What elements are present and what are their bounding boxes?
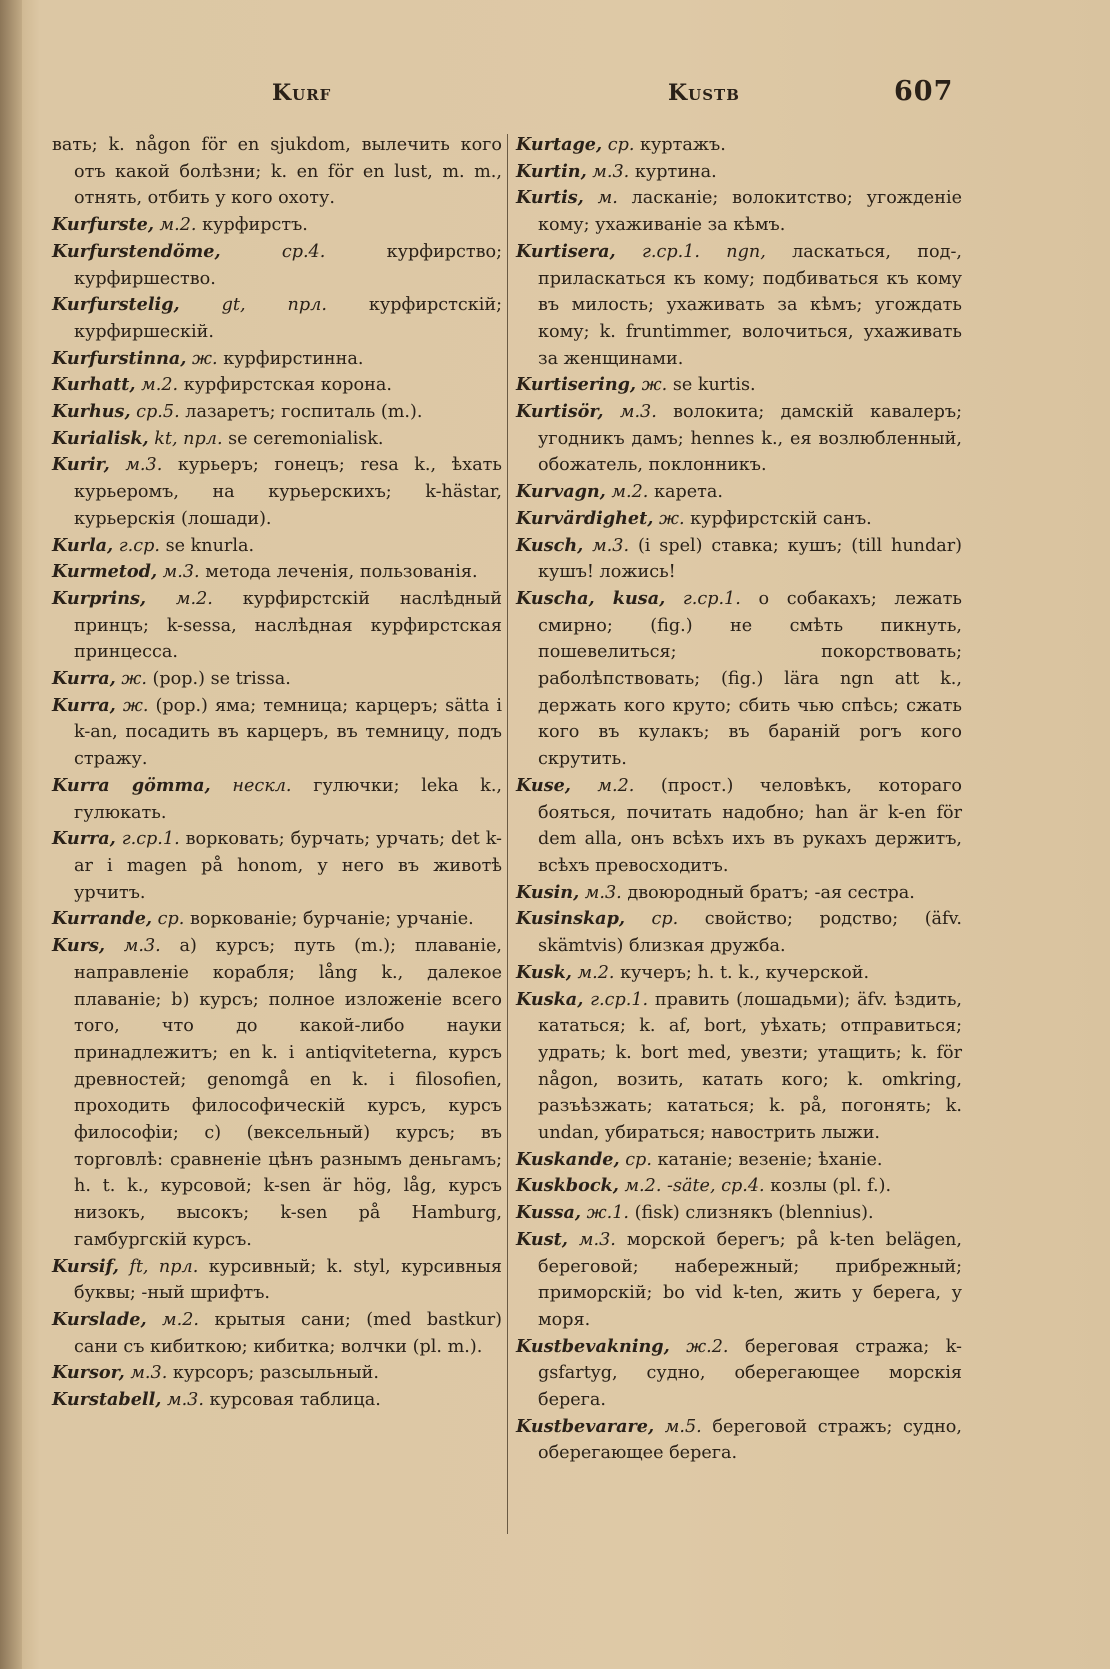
entry-grammar: м.3. (567, 1229, 616, 1250)
entry-grammar: г.ср.1. (665, 588, 741, 609)
entry-headword: Kusinskap, (516, 908, 625, 930)
entry-grammar: ср. (152, 909, 185, 930)
dictionary-entry (52, 372, 502, 399)
entry-headword: Kurir, (52, 454, 110, 476)
entry-definition: (fisk) слизнякъ (blennius). (629, 1203, 874, 1224)
entry-definition: ласканіе; волокитство; угожденіе кому; ухаживаніе за кѣмъ. (538, 188, 962, 236)
entry-definition: курфирстскій санъ. (684, 508, 872, 529)
dictionary-entry (516, 880, 962, 907)
dictionary-entry (516, 1227, 962, 1334)
dictionary-entry (516, 132, 962, 159)
entry-definition: береговая стража; k-gsfartyg, судно, оберегающее морскія берега. (538, 1336, 962, 1411)
entry-headword: Kurfurstinna, (52, 347, 187, 369)
entry-headword: Kurialisk, (52, 427, 149, 449)
entry-headword: Kurfurste, (52, 214, 154, 236)
entry-headword: Kurra gömma, (52, 774, 211, 796)
page-number: 607 (894, 76, 954, 107)
entry-definition: (прост.) человѣкъ, котораго бояться, почитать надобно; han är k-en för dem alla, онъ всѣхъ ихъ въ рукахъ держитъ, всѣхъ превосходитъ. (538, 775, 962, 876)
entry-definition: волокита; дамскій кавалеръ; угодникъ дамъ; hennes k., ея возлюбленный, обожатель, поклонникъ. (538, 402, 962, 476)
dictionary-entry (52, 693, 502, 773)
dictionary-entry (516, 960, 962, 987)
entry-definition: о собакахъ; лежать смирно; (fig.) не смѣть пикнуть, пошевелиться; покорствовать; раболѣпствовать; (fig.) lära ngn att k., держать кого круто; сбить чью спѣсь; сжать кого въ кулакъ; въ бараній рогъ кого скрутить. (538, 588, 962, 770)
dictionary-entry (52, 399, 502, 426)
entry-definition: se kurtis. (667, 375, 756, 396)
entry-definition: двоюродный братъ; -ая сестра. (621, 882, 915, 903)
entry-grammar: ср. (625, 909, 679, 930)
dictionary-entry (516, 773, 962, 880)
entry-definition: se knurla. (159, 535, 255, 556)
entry-headword: Kusk, (516, 961, 572, 983)
entry-grammar: м.2. (605, 482, 649, 503)
entry-definition: ворковать; бурчать; урчать; det k-ar i magen på honom, у него въ животѣ урчитъ. (74, 829, 503, 903)
dictionary-entry (52, 1307, 502, 1360)
entry-headword: Kuskbock, (516, 1175, 619, 1197)
entry-grammar: ср. (602, 135, 635, 155)
dictionary-entry (52, 906, 502, 933)
entry-grammar: м.2. (153, 215, 197, 236)
entry-definition: кучеръ; h. t. k., кучерской. (614, 962, 870, 983)
entry-definition: курфирстская корона. (178, 375, 392, 396)
entry-headword: Kurra, (52, 668, 116, 690)
entry-definition: курфирстскій наслѣдный принцъ; k-sessa, наслѣдная курфирстская принцесса. (74, 588, 502, 663)
entry-headword: Kust, (516, 1228, 568, 1250)
dictionary-entry (516, 987, 962, 1147)
entry-definition: гулючки; leka k., гулюкать. (74, 775, 502, 823)
entry-definition: курсовая таблица. (203, 1390, 381, 1411)
entry-definition: лазаретъ; госпиталь (m.). (179, 402, 423, 423)
page-header (0, 76, 1110, 120)
dictionary-entry (52, 346, 502, 373)
entry-headword: Kurmetod, (52, 561, 158, 583)
entry-grammar: нескл. (210, 775, 292, 796)
entry-headword: Kursor, (52, 1362, 125, 1384)
entry-headword: Kustbevakning, (516, 1335, 670, 1357)
entry-grammar: kt, прл. (148, 428, 223, 449)
entry-definition: береговой стражъ; судно, оберегающее берега. (538, 1416, 962, 1464)
entry-grammar: г.ср. (113, 535, 160, 556)
entry-grammar: ср. (619, 1149, 652, 1170)
dictionary-entry (52, 1360, 502, 1387)
entry-grammar: ж. (636, 375, 668, 396)
entry-grammar: ж. (653, 508, 685, 529)
entry-headword: Kuse, (516, 774, 571, 796)
entry-headword: Kusch, (516, 534, 584, 556)
entry-headword: Kurhus, (52, 401, 131, 423)
dictionary-entry (516, 906, 962, 959)
entry-definition: метода леченія, пользованія. (199, 562, 478, 583)
dictionary-entry (52, 933, 502, 1253)
entry-grammar: м.3. (157, 562, 200, 583)
dictionary-entry (516, 533, 962, 586)
entry-definition: свойство; родство; (äfv. skämtvis) близкая дружба. (538, 909, 962, 957)
dictionary-entry (52, 132, 502, 212)
dictionary-entry (516, 399, 962, 479)
dictionary-entry (52, 452, 502, 532)
dictionary-entry (516, 586, 962, 773)
entry-definition: курсоръ; разсыльный. (167, 1363, 379, 1384)
entry-definition: курфирстинна. (217, 348, 364, 369)
dictionary-entry (516, 1147, 962, 1174)
entry-definition: (i spel) ставка; кушъ; (till hundar) кушъ! ложись! (538, 535, 963, 583)
book-spine-shadow (0, 0, 22, 1669)
entry-grammar: г.ср.1. (583, 989, 649, 1010)
entry-headword: Kustbevarare, (516, 1415, 655, 1437)
entry-definition: курсивный; k. styl, курсивныя буквы; -ный шрифтъ. (74, 1256, 502, 1304)
entry-headword: Kurtin, (516, 160, 587, 182)
entry-headword: Kurvärdighet, (516, 507, 654, 529)
left-running-head: Kurf (272, 80, 332, 106)
entry-grammar: м.3. (124, 1363, 168, 1384)
entry-grammar: м.5. (654, 1416, 702, 1437)
entry-headword: Kurvagn, (516, 481, 606, 503)
entry-definition: крытыя сани; (med bastkur) сани съ кибиткою; кибитка; волчки (pl. m.). (74, 1309, 503, 1357)
entry-grammar: м.3. (161, 1390, 204, 1411)
entry-headword: Kuska, (516, 988, 584, 1010)
entry-definition: курфирстскій; курфиршескій. (74, 295, 502, 342)
entry-headword: Kurs, (52, 935, 105, 957)
dictionary-entry (52, 533, 502, 560)
entry-grammar: м.2. -säte, ср.4. (618, 1176, 765, 1197)
left-column (52, 132, 502, 1632)
entry-definition: курфирстъ. (196, 215, 308, 236)
right-running-head: Kustb (668, 80, 740, 106)
entry-grammar: г.ср.1. (115, 829, 180, 850)
entry-definition: воркованіе; бурчаніе; урчаніе. (184, 909, 474, 930)
dictionary-entry (516, 1334, 962, 1414)
entry-grammar: м.3. (579, 882, 622, 903)
entry-grammar: м.2. (571, 962, 615, 983)
entry-grammar: ж. (115, 669, 147, 690)
entry-grammar: г.ср.1. ngn, (615, 241, 766, 262)
entry-grammar: ж.2. (669, 1336, 729, 1357)
dictionary-entry (516, 185, 962, 238)
entry-headword: Kurslade, (52, 1308, 147, 1330)
entry-headword: Kurfurstendöme, (52, 240, 221, 262)
entry-headword: Kurra, (52, 694, 116, 716)
dictionary-entry (52, 212, 502, 239)
entry-definition: куртажъ. (634, 135, 726, 155)
dictionary-entry (516, 239, 962, 373)
entry-definition: курфирство; курфиршество. (74, 241, 502, 289)
entry-headword: Kuscha, kusa, (516, 587, 666, 609)
entry-definition: козлы (pl. f.). (764, 1176, 892, 1197)
dictionary-entry (52, 426, 502, 453)
entry-headword: Kurfurstelig, (52, 294, 180, 316)
entry-grammar: м.3. (583, 535, 630, 556)
entry-headword: Kurtage, (516, 134, 603, 155)
dictionary-entry (52, 773, 502, 826)
entry-grammar: ж. (115, 695, 149, 716)
dictionary-entry (516, 506, 962, 533)
right-column (516, 132, 962, 1632)
dictionary-entry (52, 559, 502, 586)
entry-headword: Kurtisera, (516, 240, 616, 262)
entry-headword: Kurhatt, (52, 374, 136, 396)
entry-headword: Kurtisör, (516, 401, 604, 423)
dictionary-entry (516, 479, 962, 506)
entry-headword: Kurrande, (52, 908, 153, 930)
entry-definition: катаніе; везеніе; ѣханіе. (651, 1149, 883, 1170)
dictionary-entry (52, 239, 502, 292)
entry-grammar: м. (583, 188, 618, 209)
entry-headword: Kurprins, (52, 587, 147, 609)
entry-definition: курьеръ; гонецъ; resa k., ѣхать курьеромъ, на курьерскихъ; k-hästar, курьерскія (лошади). (74, 455, 502, 529)
entry-grammar: ft, прл. (118, 1256, 199, 1277)
entry-definition: (pop.) яма; темница; карцеръ; sätta i k-an, посадить въ карцеръ, въ темницу, подъ стражу. (74, 695, 503, 770)
entry-grammar: ж. (186, 348, 218, 369)
dictionary-entry (52, 1387, 502, 1414)
dictionary-entry (516, 1173, 962, 1200)
entry-definition: править (лошадьми); äfv. ѣздить, кататься; k. af, bort, уѣхать; отправиться; удрать; k. bort med, увезти; утащить; k. för någon, возить, катать кого; k. omkring, разъѣзжать; кататься; k. på, погонять; k. undan, убираться; навострить лыжи. (538, 989, 962, 1144)
entry-grammar: ж.1. (581, 1203, 630, 1224)
entry-grammar: ср.4. (220, 241, 326, 262)
entry-headword: Kurra, (52, 828, 116, 850)
entry-grammar: м.2. (570, 775, 635, 796)
dictionary-entry (516, 1200, 962, 1227)
entry-definition: a) курсъ; путь (m.); плаваніе, направленіе корабля; lång k., далекое плаваніе; b) курсъ; полное изложеніе всего того, что до какой-либо науки принадлежитъ; en k. i antiqviteterna, курсъ древностей; genomgå en k. i filosofien, проходить философическій курсъ, курсъ философіи; c) (вексельный) курсъ; въ торговлѣ: сравненіе цѣнъ разнымъ деньгамъ; h. t. k., курсовой; k-sen är hög, låg, курсъ низокъ, высокъ; k-sen på Hamburg, гамбургскій курсъ. (74, 936, 503, 1250)
dictionary-entry (52, 586, 502, 666)
entry-definition: вать; k. någon för en sjukdom, вылечить кого отъ какой болѣзни; k. en för en lust, m. m., отнять, отбить у кого охоту. (52, 135, 502, 209)
entry-definition: (pop.) se trissa. (146, 669, 291, 690)
entry-definition: морской берегъ; på k-ten belägen, береговой; набережный; прибрежный; приморскій; bo vid k-ten, жить у берега, у моря. (538, 1229, 962, 1330)
entry-grammar: м.3. (586, 161, 630, 182)
entry-grammar: м.2. (135, 375, 179, 396)
entry-grammar: gt, прл. (179, 295, 327, 316)
entry-grammar: м.2. (146, 588, 213, 609)
entry-grammar: ср.5. (130, 402, 180, 423)
entry-grammar: м.3. (109, 455, 163, 476)
entry-headword: Kursif, (52, 1255, 119, 1277)
entry-grammar: м.3. (105, 936, 161, 957)
entry-grammar: м.2. (146, 1309, 200, 1330)
dictionary-entry (52, 666, 502, 693)
entry-definition: куртина. (629, 161, 717, 182)
dictionary-entry (52, 1254, 502, 1307)
entry-definition: se ceremonialisk. (222, 428, 384, 449)
dictionary-entry (516, 372, 962, 399)
entry-definition: ласкаться, под-, приласкаться къ кому; подбиваться къ кому въ милость; ухаживать за кѣмъ; угождать кому; k. fruntimmer, волочиться, ухаживать за женщинами. (538, 241, 962, 369)
entry-headword: Kurtisering, (516, 374, 637, 396)
entry-headword: Kuskande, (516, 1148, 620, 1170)
dictionary-entry (516, 159, 962, 186)
dictionary-entry (52, 292, 502, 345)
entry-definition: карета. (648, 482, 723, 503)
dictionary-entry (516, 1414, 962, 1467)
entry-headword: Kurstabell, (52, 1389, 162, 1411)
entry-headword: Kusin, (516, 881, 580, 903)
entry-headword: Kurtis, (516, 187, 584, 209)
entry-headword: Kussa, (516, 1202, 582, 1224)
entry-grammar: м.3. (603, 402, 657, 423)
column-divider (507, 134, 508, 1534)
dictionary-entry (52, 826, 502, 906)
entry-headword: Kurla, (52, 534, 114, 556)
